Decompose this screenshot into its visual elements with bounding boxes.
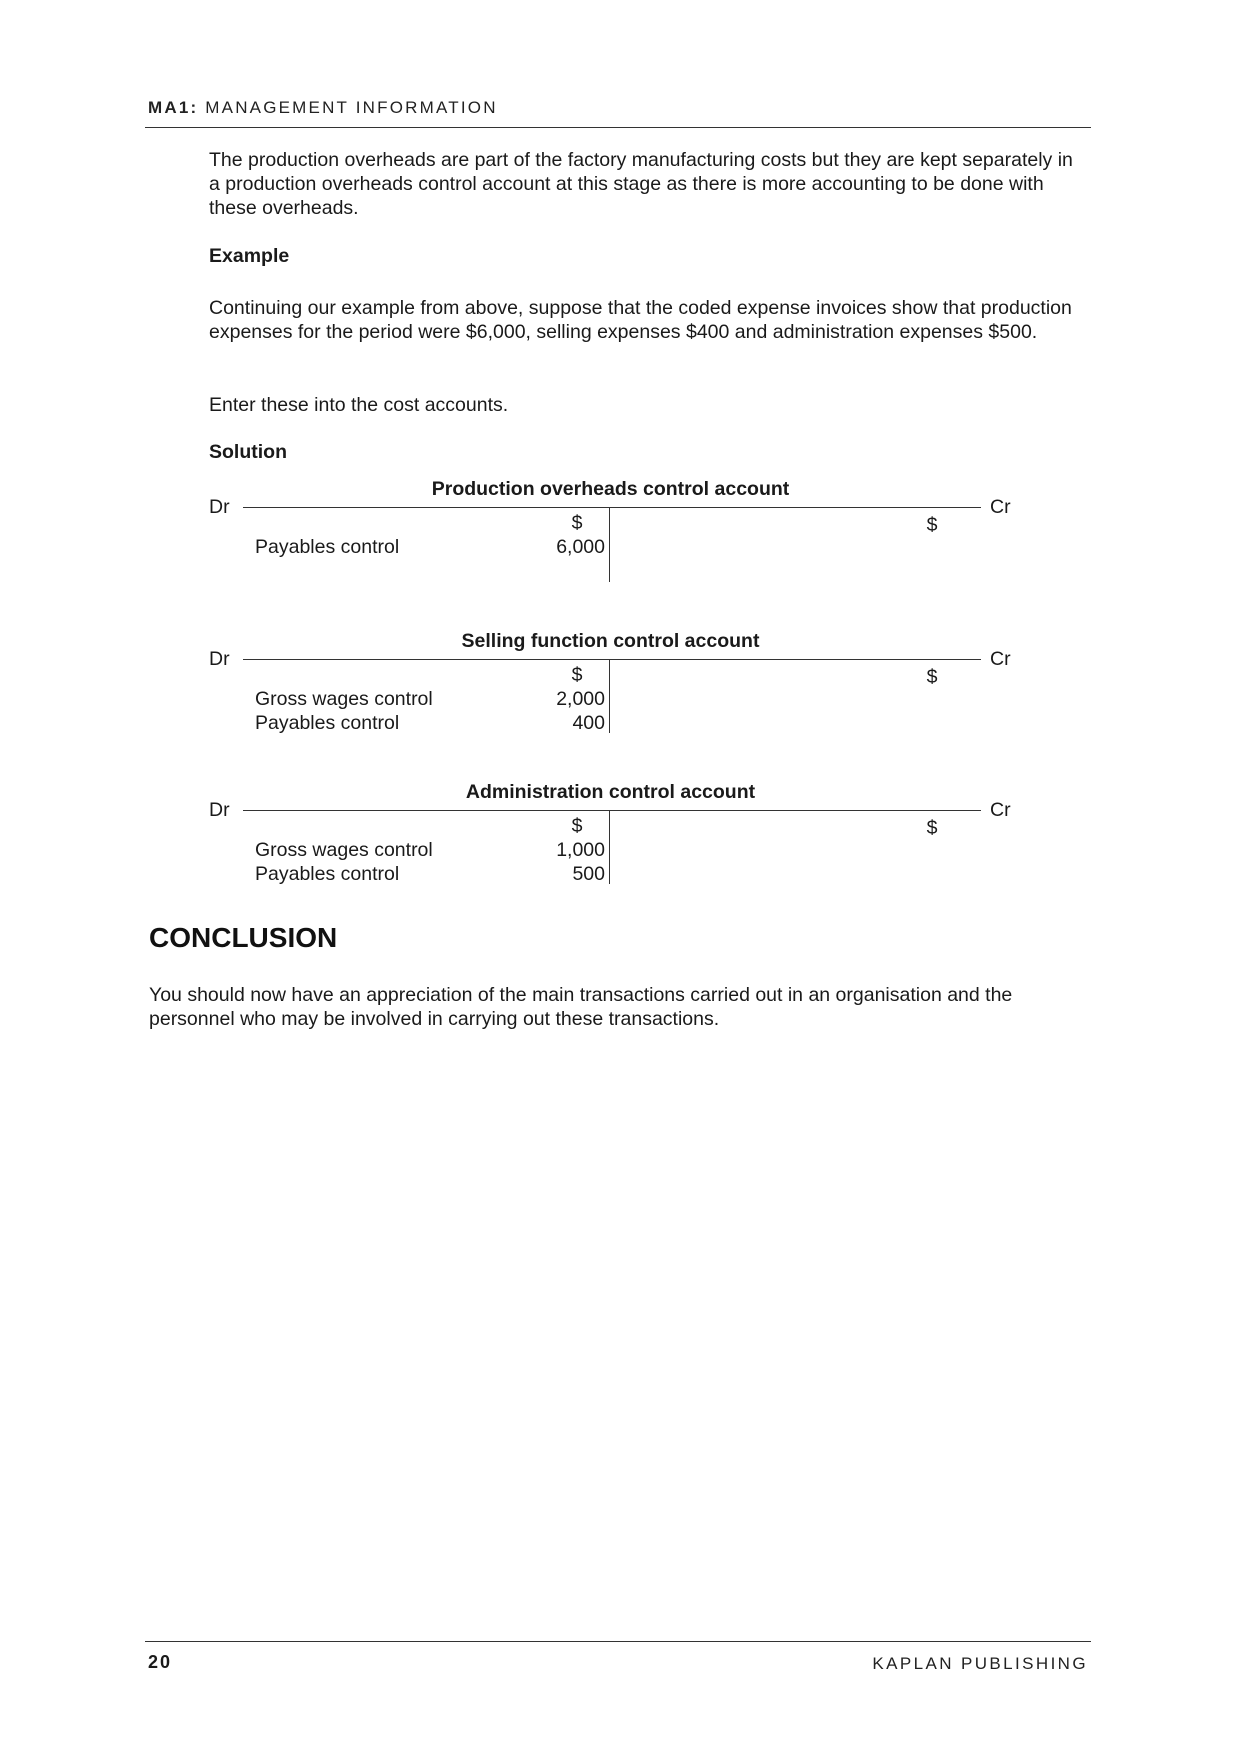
credit-currency: $ [926, 817, 938, 839]
account-horizontal-rule [243, 507, 981, 508]
account-vertical-rule [609, 660, 610, 733]
running-header [148, 98, 498, 118]
t-account-administration [209, 781, 1039, 891]
entry-amount: 1,000 [556, 839, 605, 861]
entry-label: Gross wages control [255, 688, 433, 710]
entry-label: Payables control [255, 712, 400, 734]
credit-side-label: Cr [990, 648, 1011, 670]
t-account-selling-function [209, 630, 1039, 740]
account-horizontal-rule [243, 659, 981, 660]
debit-entry [255, 839, 605, 863]
account-vertical-rule [609, 508, 610, 582]
solution-heading: Solution [209, 441, 287, 463]
footer-rule [145, 1641, 1091, 1642]
credit-currency: $ [926, 666, 938, 688]
entry-label: Payables control [255, 863, 400, 885]
debit-currency: $ [571, 664, 583, 686]
module-title: MANAGEMENT INFORMATION [205, 98, 498, 117]
credit-side-label: Cr [990, 799, 1011, 821]
example-heading: Example [209, 245, 290, 267]
module-code: MA1: [148, 98, 199, 117]
debit-currency: $ [571, 512, 583, 534]
entry-amount: 6,000 [556, 536, 605, 558]
credit-side-label: Cr [990, 496, 1011, 518]
conclusion-heading: CONCLUSION [149, 922, 338, 953]
page-number: 20 [148, 1652, 173, 1672]
debit-side-label: Dr [209, 799, 230, 821]
debit-entry [255, 863, 605, 887]
entry-amount: 500 [572, 863, 605, 885]
account-horizontal-rule [243, 810, 981, 811]
account-vertical-rule [609, 811, 610, 884]
debit-entry [255, 712, 605, 736]
example-instruction: Enter these into the cost accounts. [209, 394, 509, 416]
account-title: Production overheads control account [431, 478, 790, 500]
entry-label: Gross wages control [255, 839, 433, 861]
debit-side-label: Dr [209, 648, 230, 670]
entry-amount: 400 [572, 712, 605, 734]
t-account-production-overheads [209, 478, 1039, 588]
account-title: Selling function control account [461, 630, 760, 652]
header-rule [145, 127, 1091, 128]
conclusion-paragraph: You should now have an appreciation of the main transactions carried out in an organisation and the personnel who may be involved in carrying out these transactions. [149, 984, 1013, 1030]
publisher-name: KAPLAN PUBLISHING [872, 1654, 1088, 1673]
account-title: Administration control account [465, 781, 756, 803]
debit-currency: $ [571, 815, 583, 837]
entry-label: Payables control [255, 536, 400, 558]
entry-amount: 2,000 [556, 688, 605, 710]
credit-currency: $ [926, 514, 938, 536]
debit-side-label: Dr [209, 496, 230, 518]
debit-entry [255, 536, 605, 560]
example-paragraph: Continuing our example from above, suppose that the coded expense invoices show that production expenses for the period were $6,000, selling expenses $400 and administration expenses $500. [209, 297, 1072, 343]
debit-entry [255, 688, 605, 712]
intro-paragraph: The production overheads are part of the factory manufacturing costs but they are kept separately in a production overheads control account at this stage as there is more accounting to be done with these overheads. [209, 149, 1073, 219]
